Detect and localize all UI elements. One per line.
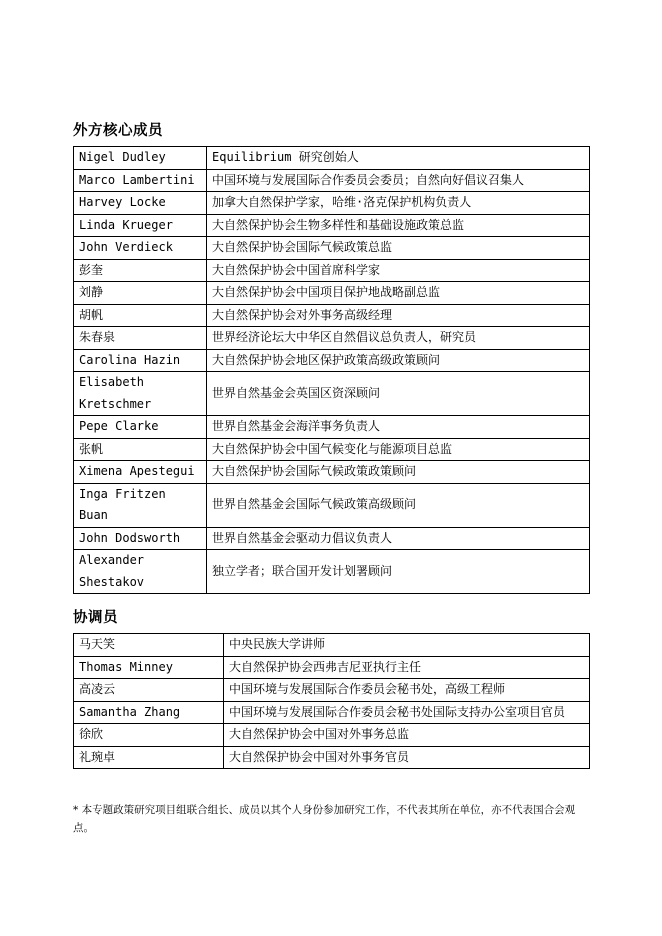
member-role: 大自然保护协会生物多样性和基础设施政策总监 [207,214,590,237]
table-row [74,214,590,237]
table-row [74,169,590,192]
coordinators-heading: 协调员 [73,610,118,626]
member-role: Equilibrium 研究创始人 [207,147,590,170]
member-role: 世界自然基金会英国区资深顾问 [207,372,590,416]
core-members-table [73,146,590,594]
table-row [74,282,590,305]
member-name: Ximena Apestegui [74,461,207,484]
table-row [74,147,590,170]
table-row [74,416,590,439]
core-members-heading: 外方核心成员 [73,123,163,139]
member-name: 礼琬卓 [74,746,224,769]
member-name: Elisabeth Kretschmer [74,372,207,416]
table-row [74,438,590,461]
member-role: 世界自然基金会海洋事务负责人 [207,416,590,439]
member-role: 中国环境与发展国际合作委员会秘书处，高级工程师 [224,679,590,702]
member-role: 独立学者；联合国开发计划署顾问 [207,550,590,594]
member-role: 大自然保护协会中国对外事务官员 [224,746,590,769]
member-name: 朱春泉 [74,327,207,350]
table-row [74,327,590,350]
member-role: 大自然保护协会中国气候变化与能源项目总监 [207,438,590,461]
member-role: 加拿大自然保护学家，哈维·洛克保护机构负责人 [207,192,590,215]
member-role: 大自然保护协会中国首席科学家 [207,259,590,282]
member-name: Samantha Zhang [74,701,224,724]
member-role: 大自然保护协会国际气候政策政策顾问 [207,461,590,484]
member-name: 马天笑 [74,634,224,657]
table-row [74,724,590,747]
table-row [74,634,590,657]
member-name: Nigel Dudley [74,147,207,170]
table-row [74,679,590,702]
member-name: John Dodsworth [74,527,207,550]
table-row [74,237,590,260]
member-role: 大自然保护协会国际气候政策总监 [207,237,590,260]
member-role: 世界自然基金会国际气候政策高级顾问 [207,483,590,527]
member-name: Pepe Clarke [74,416,207,439]
table-row [74,304,590,327]
member-name: John Verdieck [74,237,207,260]
table-row [74,259,590,282]
member-name: Carolina Hazin [74,349,207,372]
member-name: Linda Krueger [74,214,207,237]
table-row [74,550,590,594]
member-name: 张帆 [74,438,207,461]
member-name: Alexander Shestakov [74,550,207,594]
table-row [74,372,590,416]
member-role: 中央民族大学讲师 [224,634,590,657]
table-row [74,192,590,215]
member-name: 彭奎 [74,259,207,282]
member-name: 徐欣 [74,724,224,747]
member-name: 高凌云 [74,679,224,702]
member-role: 中国环境与发展国际合作委员会委员；自然向好倡议召集人 [207,169,590,192]
member-role: 大自然保护协会中国项目保护地战略副总监 [207,282,590,305]
member-role: 大自然保护协会对外事务高级经理 [207,304,590,327]
member-name: Thomas Minney [74,656,224,679]
member-name: Harvey Locke [74,192,207,215]
table-row [74,527,590,550]
member-role: 世界自然基金会驱动力倡议负责人 [207,527,590,550]
member-role: 中国环境与发展国际合作委员会秘书处国际支持办公室项目官员 [224,701,590,724]
coordinators-table [73,633,590,769]
member-name: 胡帆 [74,304,207,327]
member-role: 大自然保护协会中国对外事务总监 [224,724,590,747]
member-role: 大自然保护协会地区保护政策高级政策顾问 [207,349,590,372]
footnote: * 本专题政策研究项目组联合组长、成员以其个人身份参加研究工作，不代表其所在单位，亦不代表国合会观点。 [73,804,576,834]
member-name: 刘静 [74,282,207,305]
table-row [74,461,590,484]
table-row [74,746,590,769]
table-row [74,349,590,372]
member-role: 世界经济论坛大中华区自然倡议总负责人，研究员 [207,327,590,350]
member-role: 大自然保护协会西弗吉尼亚执行主任 [224,656,590,679]
member-name: Marco Lambertini [74,169,207,192]
table-row [74,701,590,724]
table-row [74,483,590,527]
table-row [74,656,590,679]
member-name: Inga Fritzen Buan [74,483,207,527]
